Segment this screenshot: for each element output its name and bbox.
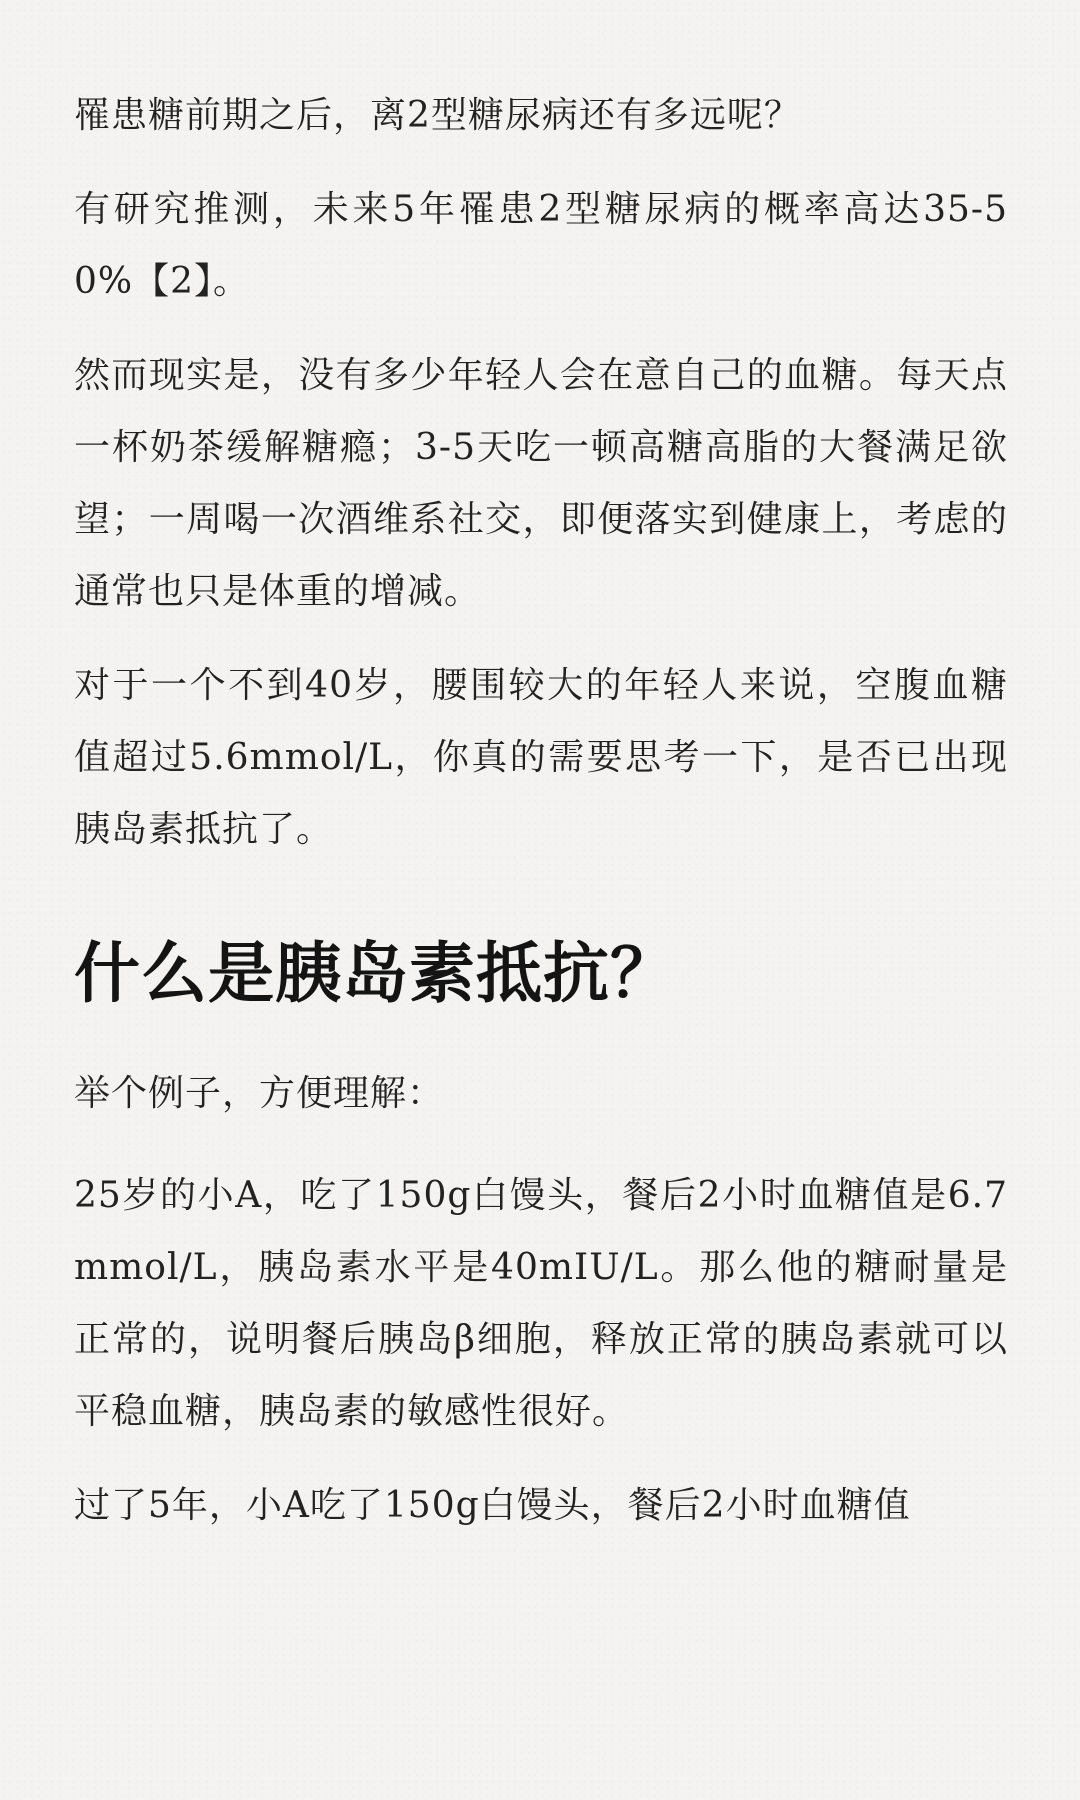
paragraph-example-normal: 25岁的小A，吃了150g白馒头，餐后2小时血糖值是6.7mmol/L，胰岛素水平是40mIU/L。那么他的糖耐量是正常的，说明餐后胰岛β细胞，释放正常的胰岛素就可以平稳血糖，胰岛素的敏感性很好。 bbox=[74, 1175, 1008, 1432]
paragraph-prediabetes-question: 罹患糖前期之后，离2型糖尿病还有多远呢？ bbox=[74, 95, 801, 136]
section-heading: 什么是胰岛素抵抗？ bbox=[74, 934, 677, 1012]
paragraph-example-intro: 举个例子，方便理解： bbox=[74, 1073, 445, 1114]
paragraph-lifestyle: 然而现实是，没有多少年轻人会在意自己的血糖。每天点一杯奶茶缓解糖瘾；3-5天吃一顿高糖高脂的大餐满足欲望；一周喝一次酒维系社交，即便落实到健康上，考虑的通常也只是体重的增减。 bbox=[74, 355, 1008, 612]
paragraph-fasting-glucose: 对于一个不到40岁，腰围较大的年轻人来说，空腹血糖值超过5.6mmol/L，你真的需要思考一下，是否已出现胰岛素抵抗了。 bbox=[74, 665, 1008, 850]
paragraph-research-estimate: 有研究推测，未来5年罹患2型糖尿病的概率高达35-50%【2】。 bbox=[74, 189, 1008, 302]
paragraph-example-later: 过了5年，小A吃了150g白馒头，餐后2小时血糖值 bbox=[74, 1485, 911, 1526]
